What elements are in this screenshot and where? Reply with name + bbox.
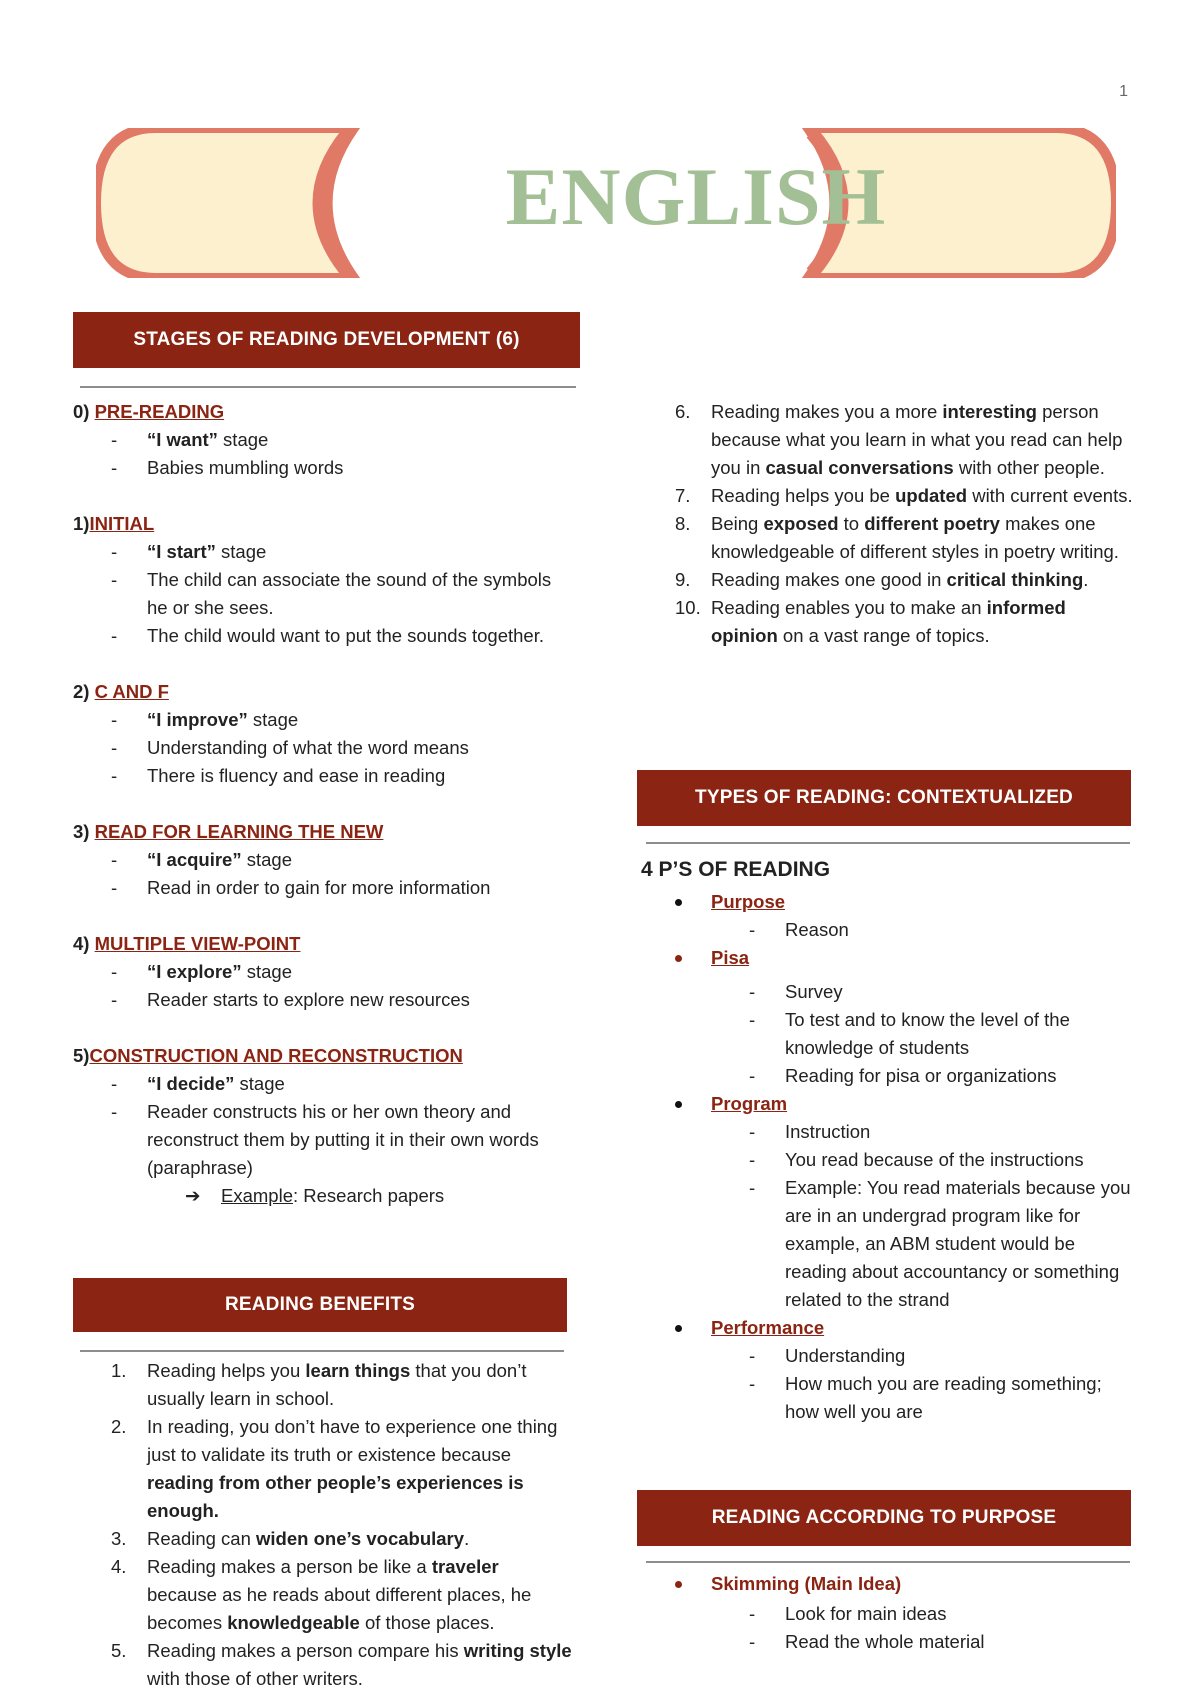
benefits-list-left [73, 1357, 573, 1693]
stage-line: - Babies mumbling words [73, 454, 593, 482]
p-sub-line: - To test and to know the level of the knowledge of students [637, 1006, 1137, 1062]
bullet-icon [675, 1325, 682, 1332]
stage-item: 5)CONSTRUCTION AND RECONSTRUCTION - “I decide” stage - Reader constructs his or her own theory and reconstruct them by putting it in their own words (paraphrase) ➔ Example: Research papers [73, 1042, 593, 1210]
stage-line: - The child can associate the sound of the symbols he or she sees. [73, 566, 567, 622]
stage-line: - Reader constructs his or her own theory and reconstruct them by putting it in their own words (paraphrase) [73, 1098, 577, 1182]
stage-item: 1)INITIAL - “I start” stage - The child can associate the sound of the symbols he or she sees. - The child would want to put the sounds together. [73, 510, 593, 650]
benefit-item: 6. Reading makes you a more interesting person because what you learn in what you read can help you in casual conversations with other people. [675, 401, 1123, 478]
p-item: Pisa - Survey - To test and to know the level of the knowledge of students - Reading for pisa or organizations [637, 944, 1137, 1090]
purpose-item: Skimming (Main Idea) - Look for main ideas - Read the whole material [637, 1570, 1137, 1656]
stage-title: INITIAL [89, 513, 155, 534]
stage-item: 4) MULTIPLE VIEW-POINT - “I explore” stage - Reader starts to explore new resources [73, 930, 593, 1014]
purpose-sub-line: - Read the whole material [637, 1628, 1137, 1656]
stage-item: 2) C AND F - “I improve” stage - Understanding of what the word means - There is fluency and ease in reading [73, 678, 593, 790]
stage-line: - Read in order to gain for more information [73, 874, 593, 902]
benefit-item: 2. In reading, you don’t have to experience one thing just to validate its truth or existence because reading from other people’s experiences is enough. [111, 1416, 558, 1521]
stage-line: - “I start” stage [73, 538, 593, 566]
benefit-item: 9. Reading makes one good in critical thinking. [675, 569, 1089, 590]
stages-divider [80, 386, 576, 388]
stage-line: - The child would want to put the sounds together. [73, 622, 567, 650]
p-sub-line: - How much you are reading something; how well you are [637, 1370, 1137, 1426]
benefit-item: 3. Reading can widen one’s vocabulary. [111, 1528, 470, 1549]
p-sub-line: - Survey [637, 978, 1137, 1006]
p-item: Program - Instruction - You read because of the instructions - Example: You read materials because you are in an undergrad program like for example, an ABM student would be reading about accountancy or something related to the strand [637, 1090, 1137, 1314]
stages-list [73, 398, 593, 1238]
purpose-section [637, 1570, 1137, 1656]
benefits-list-right [637, 398, 1137, 650]
title-banner [96, 128, 1116, 278]
p-sub-line: - Reason [637, 916, 1137, 944]
stage-line: - “I want” stage [73, 426, 593, 454]
stage-title: MULTIPLE VIEW-POINT [94, 933, 301, 954]
purpose-sub-line: - Look for main ideas [637, 1600, 1137, 1628]
benefits-divider [80, 1350, 564, 1352]
p-item: Performance - Understanding - How much you are reading something; how well you are [637, 1314, 1137, 1426]
stage-title: CONSTRUCTION AND RECONSTRUCTION [89, 1045, 463, 1066]
bullet-icon [675, 1101, 682, 1108]
p-sub-line: - Understanding [637, 1342, 1137, 1370]
types-divider [646, 842, 1130, 844]
stage-line: - Understanding of what the word means [73, 734, 593, 762]
stage-line: - “I explore” stage [73, 958, 593, 986]
bullet-icon [675, 955, 682, 962]
p-sub-line: - Instruction [637, 1118, 1137, 1146]
arrow-icon: ➔ [185, 1185, 201, 1206]
stage-line: - “I improve” stage [73, 706, 593, 734]
stage-title: READ FOR LEARNING THE NEW [94, 821, 384, 842]
stage-item: 0) PRE-READING - “I want” stage - Babies mumbling words [73, 398, 593, 482]
benefit-item: 7. Reading helps you be updated with current events. [675, 485, 1133, 506]
benefit-item: 8. Being exposed to different poetry makes one knowledgeable of different styles in poetry writing. [675, 513, 1119, 562]
four-ps-heading: 4 P’S OF READING [641, 858, 831, 881]
stage-line: - “I decide” stage [73, 1070, 593, 1098]
benefit-item: 5. Reading makes a person compare his writing style with those of other writers. [111, 1640, 572, 1689]
bullet-icon [675, 1581, 682, 1588]
example-line: ➔ Example: Research papers [73, 1182, 593, 1210]
types-section [637, 856, 1137, 1426]
page-number: 1 [1119, 83, 1128, 100]
stage-line: - Reader starts to explore new resources [73, 986, 593, 1014]
p-sub-line: - Example: You read materials because you are in an undergrad program like for example, an ABM student would be reading about accountancy or something related to the strand [637, 1174, 1137, 1314]
stage-line: - There is fluency and ease in reading [73, 762, 593, 790]
benefit-item: 1. Reading helps you learn things that you don’t usually learn in school. [111, 1360, 527, 1409]
stage-line: - “I acquire” stage [73, 846, 593, 874]
stages-header: STAGES OF READING DEVELOPMENT (6) [73, 312, 580, 368]
benefits-header: READING BENEFITS [73, 1278, 567, 1332]
stage-title: PRE-READING [94, 401, 225, 422]
p-sub-line: - Reading for pisa or organizations [637, 1062, 1137, 1090]
benefit-item: 4. Reading makes a person be like a traveler because as he reads about different places, he becomes knowledgeable of those places. [111, 1556, 532, 1633]
banner-title: ENGLISH [505, 151, 887, 242]
p-item: Purpose - Reason [637, 888, 1137, 944]
benefit-item: 10. Reading enables you to make an informed opinion on a vast range of topics. [675, 597, 1066, 646]
p-sub-line: - You read because of the instructions [637, 1146, 1137, 1174]
stage-title: C AND F [94, 681, 169, 702]
types-header: TYPES OF READING: CONTEXTUALIZED [637, 770, 1131, 826]
purpose-header: READING ACCORDING TO PURPOSE [637, 1490, 1131, 1546]
bullet-icon [675, 899, 682, 906]
stage-item: 3) READ FOR LEARNING THE NEW - “I acquire” stage - Read in order to gain for more information [73, 818, 593, 902]
purpose-divider [646, 1561, 1130, 1563]
